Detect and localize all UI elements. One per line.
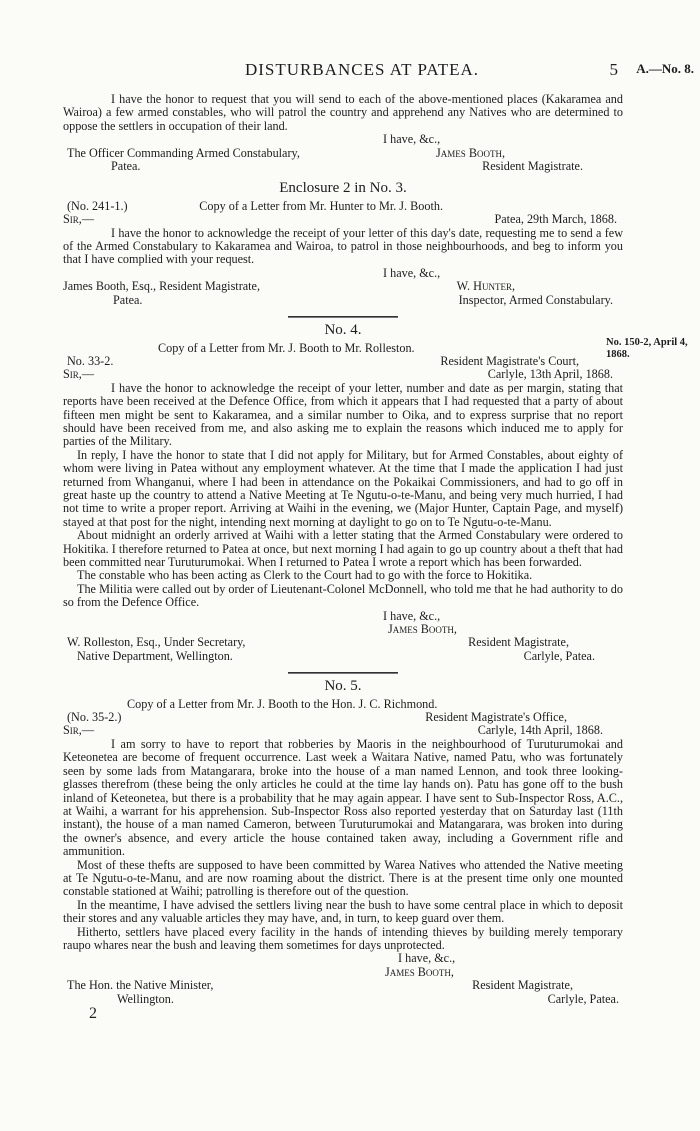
signer-name: James Booth, — [436, 145, 505, 160]
letter-no-5 — [63, 680, 623, 1020]
office: Resident Magistrate's Court, — [440, 353, 579, 368]
sign-row — [63, 294, 623, 307]
paragraph: I have the honor to acknowledge the receipt of your letter of this day's date, requesting me to send a few of the Armed Constabulary to Kakaramea and Wairoa, to patrol in those neighbourhoods, and beg to inform you that I have complied with your request. — [63, 225, 623, 267]
letter-subtitle: Copy of a Letter from Mr. J. Booth to Mr. Rolleston. — [158, 340, 415, 355]
paragraph: In reply, I have the honor to state that I did not apply for Military, but for Armed Constables, about eighty of whom were living in Patea without any employment whatever. At the time that I made the application I had just returned from Whanganui, where I had been in attendance on the Pokaikai Commissioners, and had to go off in great haste up the country to attend a Native Meeting at Te Ngutu-o-te-Manu, and being very much hurried, I had not time to write a proper report. Arriving at Waihi in the evening, we (Major Hunter, Captain Page, and myself) stayed at that post for the night, intending next morning at daylight to go on to Te Ngutu-o-te-Manu. — [63, 447, 623, 529]
signature-mark: 2 — [89, 1005, 97, 1022]
closing: I have, &c., — [398, 951, 456, 966]
letter-booth-continuation — [63, 93, 623, 173]
letter-ref: (No. 241-1.) — [67, 198, 128, 213]
signer-name: W. Hunter, — [456, 279, 515, 294]
letter-ref: No. 33-2. — [67, 353, 114, 368]
document-reference: A.—No. 8. — [636, 61, 694, 76]
letter-no-4 — [63, 324, 623, 663]
signer-title: Resident Magistrate. — [482, 159, 583, 174]
letter-subtitle: Copy of a Letter from Mr. Hunter to Mr. J. Booth. — [199, 198, 443, 213]
section-divider — [288, 316, 398, 318]
paragraph: The Militia were called out by order of Lieutenant-Colonel McDonnell, who told me that he had authority to do so from the Defence Office. — [63, 581, 623, 610]
letter-ref: (No. 35-2.) — [67, 710, 122, 725]
addressee: W. Rolleston, Esq., Under Secretary, — [67, 635, 246, 650]
salutation: Sir,— — [63, 367, 95, 382]
ref-row — [63, 711, 623, 724]
margin-note: No. 150-2, April 4, 1868. — [606, 337, 688, 360]
section-divider — [288, 672, 398, 674]
place-date: Carlyle, 13th April, 1868. — [487, 367, 613, 382]
place-date: Carlyle, 14th April, 1868. — [477, 723, 603, 738]
paragraph: The constable who has been acting as Clerk to the Court had to go with the force to Hokitika. — [77, 568, 533, 583]
signer-title: Inspector, Armed Constabulary. — [458, 292, 613, 307]
sign-row — [63, 160, 623, 173]
page-number: 5 — [609, 60, 618, 79]
signer-title: Resident Magistrate, — [472, 978, 573, 993]
paragraph: Most of these thefts are supposed to have been committed by Warea Natives who attended the Native meeting at Te Ngutu-o-te-Manu, and are now roaming about the district. There is at the present time only one mounted constable stationed at Waihi; patrolling is therefore out of the question. — [63, 857, 623, 899]
header-title: DISTURBANCES AT PATEA. — [244, 60, 480, 79]
addressee-place: Patea. — [111, 159, 141, 174]
closing: I have, &c., — [383, 265, 441, 280]
addressee-place: Native Department, Wellington. — [77, 648, 233, 663]
sign-row — [63, 147, 623, 160]
ref-row — [63, 200, 623, 213]
sign-row — [63, 979, 623, 992]
salutation-row — [63, 724, 623, 737]
document-body — [63, 93, 623, 1020]
section-heading: Enclosure 2 in No. 3. — [279, 180, 407, 197]
signer-place: Carlyle, Patea. — [547, 991, 619, 1006]
ref-row — [63, 355, 623, 368]
signer-name: James Booth, — [385, 964, 454, 979]
salutation-row — [63, 213, 623, 226]
paragraph: Hitherto, settlers have placed every facility in the hands of intending thieves by building merely temporary raupo whares near the bush and leaving them sometimes for days unprotected. — [63, 924, 623, 952]
paragraph: I have the honor to request that you will send to each of the above-mentioned places (Kakaramea and Wairoa) a few armed constables, who will patrol the country and apprehend any Natives who are determined to oppose the settlers in occupation of their land. — [63, 92, 623, 133]
salutation-row — [63, 368, 623, 381]
section-heading: No. 4. — [324, 322, 362, 339]
salutation: Sir,— — [63, 723, 95, 738]
closing: I have, &c., — [383, 608, 441, 623]
salutation: Sir,— — [63, 212, 95, 227]
paragraph: In the meantime, I have advised the settlers living near the bush to have some central place in which to deposit their stores and any valuable articles they may have, and, in turn, to keep guard over them. — [63, 897, 623, 926]
sign-row — [63, 993, 623, 1006]
closing: I have, &c., — [383, 132, 441, 147]
sign-row — [63, 280, 623, 293]
place-date: Patea, 29th March, 1868. — [494, 212, 617, 227]
addressee-place: Patea. — [113, 292, 143, 307]
sign-row — [63, 636, 623, 649]
paragraph: I have the honor to acknowledge the receipt of your letter, number and date as per margin, stating that reports have been received at the Defence Office, from which it appears that I had requested that a party of about fifteen men might be sent to Kakaramea, and a similar number to Oika, and to express surprise that no report should have been received from me, and also asking me to explain the reasons which induced me to apply for parties of the Military. — [63, 380, 623, 449]
running-header — [60, 60, 694, 82]
sign-row — [63, 650, 623, 663]
office: Resident Magistrate's Office, — [425, 710, 567, 725]
addressee-place: Wellington. — [117, 991, 174, 1006]
letter-subtitle: Copy of a Letter from Mr. J. Booth to the Hon. J. C. Richmond. — [127, 696, 438, 711]
addressee: James Booth, Esq., Resident Magistrate, — [63, 279, 261, 294]
section-heading: No. 5. — [324, 678, 362, 695]
signer-place: Carlyle, Patea. — [523, 648, 595, 663]
signer-title: Resident Magistrate, — [468, 635, 569, 650]
addressee: The Officer Commanding Armed Constabulary, — [67, 145, 300, 160]
paragraph: I am sorry to have to report that robberies by Maoris in the neighbourhood of Turuturumokai and Keteonetea are become of frequent occurrence. Last week a Waitara Native, named Patu, who was fortunately seen by some lads from Matangarara, broke into the house of a man named Lennon, and took three looking-glasses therefrom (these being the only articles he could at the time lay hands on). Patu has gone off to the bush inland of Keteonetea, but there is a probability that he may again appear. I have sent to Sub-Inspector Ross, A.C., at Waihi, a warrant for his apprehension. Sub-Inspector Ross also reported yesterday that on Saturday last (11th instant), the house of a man named Cameron, between Turuturumokai and Matangarara, was broken into during the owner's absence, and every article the house contained taken away, including a Government rifle and ammunition. — [63, 736, 623, 859]
enclosure-2 — [63, 182, 623, 307]
paragraph: About midnight an orderly arrived at Waihi with a letter stating that the Armed Constabulary were ordered to Hokitika. I therefore returned to Patea at once, but next morning I had again to go up country about a theft that had been committed near Turuturumokai. When I returned to Patea I wrote a report which has been forwarded. — [63, 528, 623, 569]
signer-name: James Booth, — [388, 622, 457, 637]
addressee: The Hon. the Native Minister, — [67, 978, 214, 993]
